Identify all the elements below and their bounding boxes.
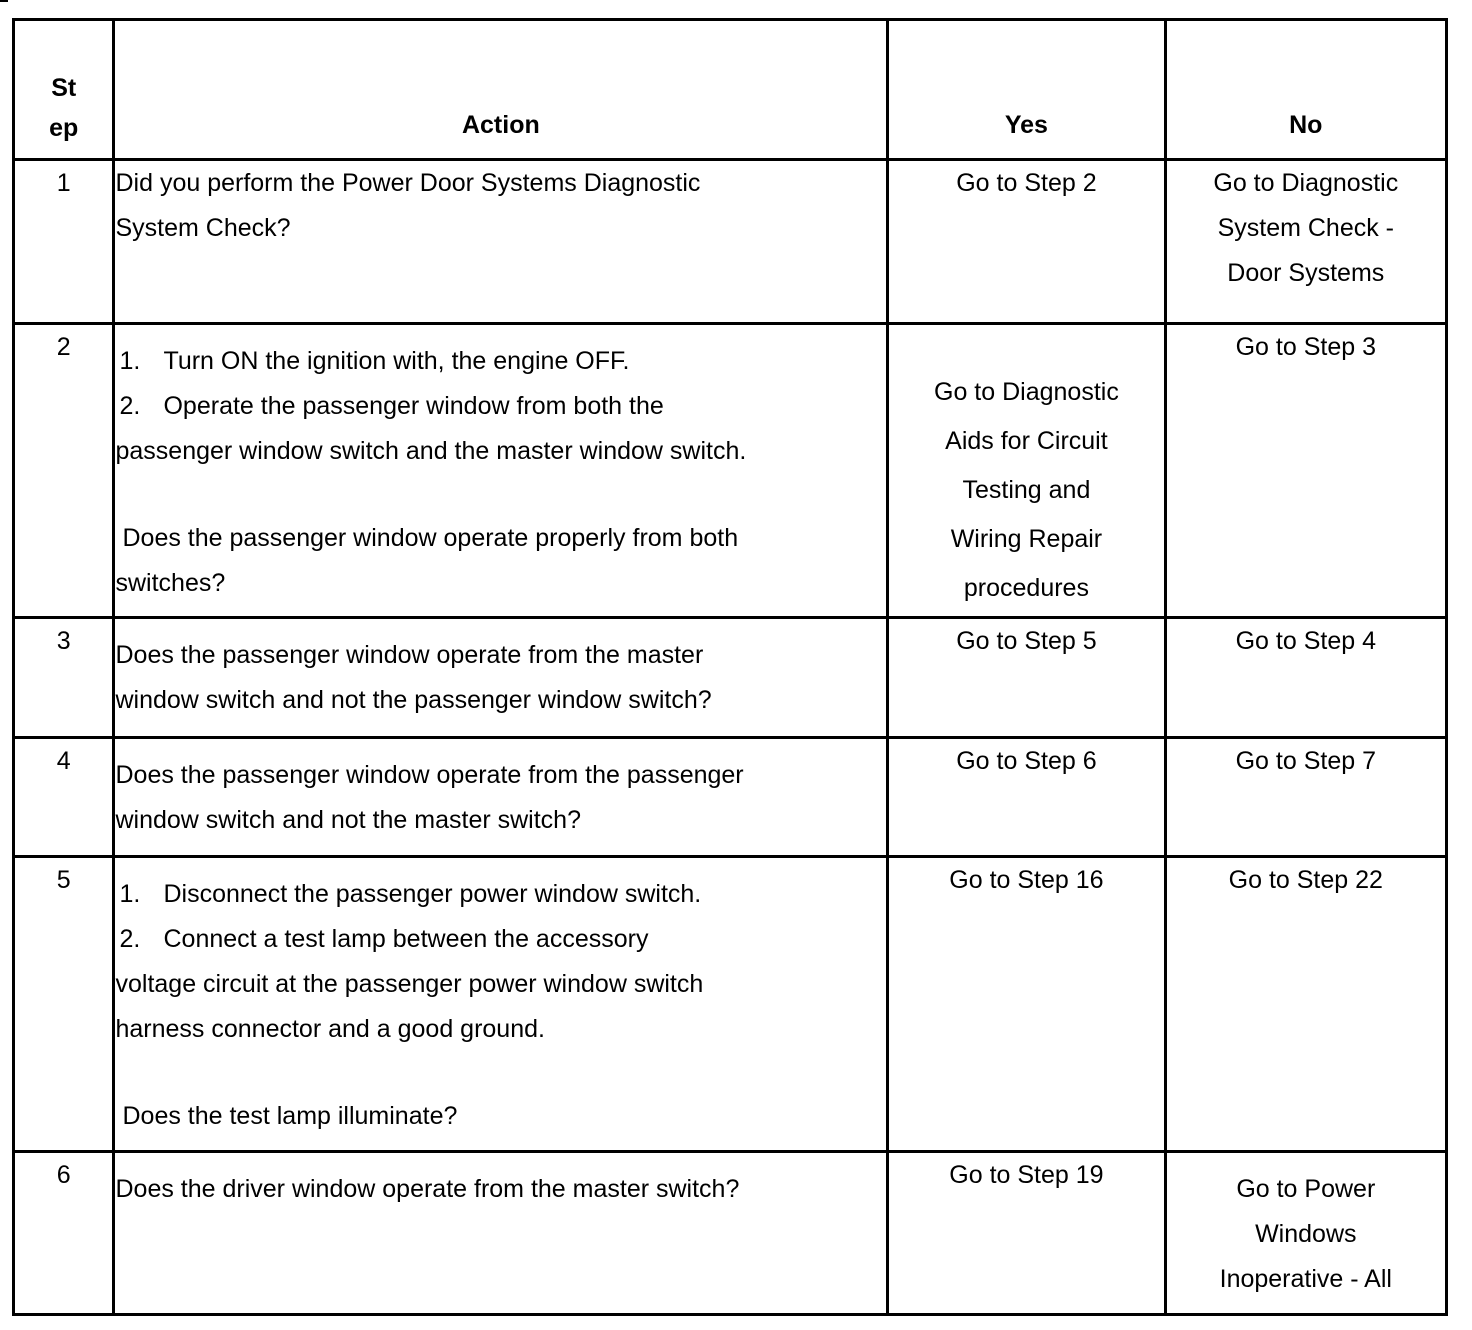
header-row [14,20,1447,160]
action-line: harness connector and a good ground. [115,1014,545,1043]
list-number: 1. [119,346,141,375]
list-text: Operate the passenger window from both the [163,391,664,420]
yes-cell [888,737,1165,856]
no-cell [1165,1151,1446,1314]
table-row [14,1151,1447,1314]
step-number: 1 [14,160,114,323]
table-row [14,856,1447,1151]
header-step [14,20,114,160]
no-cell [1165,737,1446,856]
list-text: Turn ON the ignition with, the engine OFF. [163,346,630,375]
header-step-line: St [51,74,77,103]
table-row [14,160,1447,323]
yes-cell [888,618,1165,737]
yes-line: Testing and [962,475,1091,504]
action-list-item [115,872,886,917]
step-number: 2 [14,323,114,618]
action-question: Does the test lamp illuminate? [122,1101,458,1130]
action-cell [114,160,888,323]
no-line: Inoperative - All [1219,1264,1392,1293]
yes-line: Go to Step 16 [949,865,1104,894]
no-cell [1165,618,1446,737]
action-line: window switch and not the passenger window switch? [115,686,712,715]
no-cell [1165,323,1446,618]
action-line: passenger window switch and the master window switch. [115,436,747,465]
no-line: Go to Step 3 [1235,332,1376,361]
action-line: voltage circuit at the passenger power window switch [115,969,704,998]
step-number: 4 [14,737,114,856]
no-line: Go to Step 7 [1235,746,1376,775]
diagnostic-table [12,18,1448,1316]
action-cell [114,323,888,618]
action-cell [114,1151,888,1314]
no-line: Go to Step 22 [1228,865,1383,894]
corner-mark [0,0,8,2]
no-line: Door Systems [1227,259,1385,288]
action-cell [114,856,888,1151]
action-list-item [115,339,886,384]
list-number: 2. [119,391,141,420]
no-cell [1165,856,1446,1151]
action-list-item [115,384,886,429]
action-cell [114,737,888,856]
list-number: 2. [119,924,141,953]
action-line: Does the passenger window operate from the master [115,641,704,670]
yes-line: Wiring Repair [950,524,1103,553]
yes-line: Go to Step 19 [949,1160,1104,1189]
action-question: Does the passenger window operate properly from both [122,523,739,552]
action-list-item [115,917,886,962]
no-line: Go to Diagnostic [1213,169,1399,198]
no-cell [1165,160,1446,323]
yes-line: Go to Step 6 [956,746,1097,775]
list-text: Disconnect the passenger power window switch. [163,879,702,908]
yes-line: Go to Diagnostic [934,377,1119,406]
action-cell [114,618,888,737]
yes-cell [888,1151,1165,1314]
action-line: System Check? [115,214,291,243]
list-number: 1. [119,879,141,908]
table-row [14,618,1447,737]
header-step-line: ep [49,114,79,143]
yes-line: Go to Step 2 [956,169,1097,198]
table-row [14,323,1447,618]
header-no: No [1165,20,1446,160]
action-line: switches? [115,568,226,597]
header-yes: Yes [888,20,1165,160]
yes-line: Go to Step 5 [956,627,1097,656]
list-text: Connect a test lamp between the accessory [163,924,649,953]
action-line: Did you perform the Power Door Systems Diagnostic [115,169,701,198]
step-number: 5 [14,856,114,1151]
header-action: Action [114,20,888,160]
yes-cell [888,160,1165,323]
no-line: Go to Power [1236,1174,1376,1203]
action-line: Does the passenger window operate from the passenger [115,760,744,789]
action-line: Does the driver window operate from the master switch? [115,1174,740,1203]
yes-line: Aids for Circuit [945,426,1108,455]
step-number: 3 [14,618,114,737]
yes-cell [888,856,1165,1151]
table-row [14,737,1447,856]
step-number: 6 [14,1151,114,1314]
action-line: window switch and not the master switch? [115,805,581,834]
yes-cell [888,323,1165,618]
no-line: Go to Step 4 [1235,627,1376,656]
yes-line: procedures [963,573,1089,602]
no-line: Windows [1255,1219,1357,1248]
no-line: System Check - [1217,214,1395,243]
